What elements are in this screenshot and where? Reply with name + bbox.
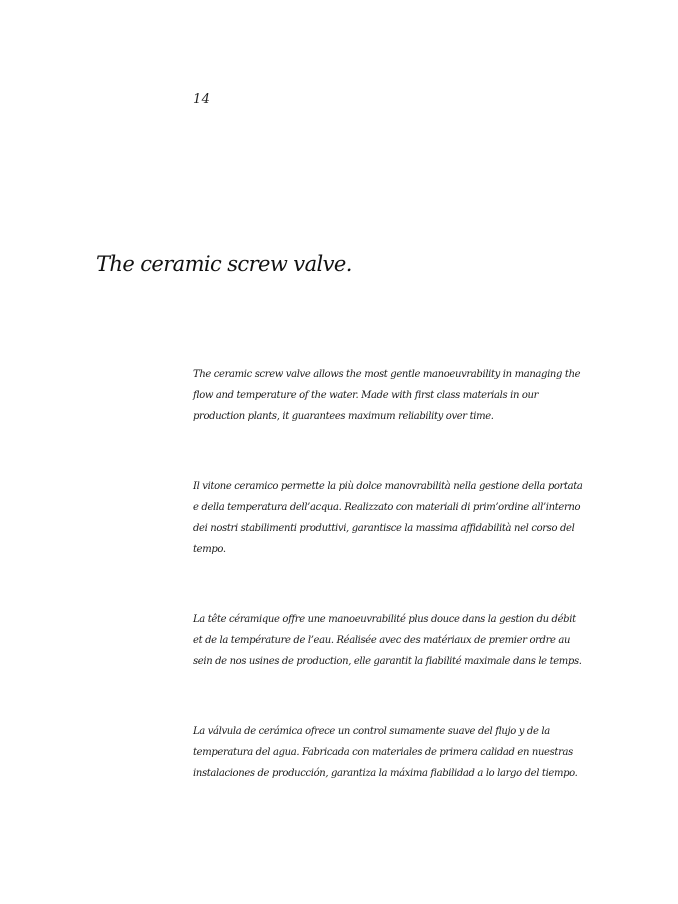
page-title: The ceramic screw valve. <box>96 252 352 276</box>
paragraph-italian: Il vitone ceramico permette la più dolce manovrabilità nella gestione della portata e della temperatura dell’acqua. Realizzato con materiali di prim’ordine all’interno dei nostri stabilimenti produttivi, garantisce la massima affidabilità nel corso del tempo. <box>193 481 583 555</box>
paragraph-english: The ceramic screw valve allows the most gentle manoeuvrability in managing the flow and temperature of the water. Made with first class materials in our production plants, it guarantees maximum reliability over time. <box>193 369 581 422</box>
page-number: 14 <box>193 92 211 107</box>
body-text-column <box>193 364 585 833</box>
paragraph-spanish: La válvula de cerámica ofrece un control sumamente suave del flujo y de la temperatura del agua. Fabricada con materiales de primera calidad en nuestras instalaciones de producción, garantiza la máxima fiabilidad a lo largo del tiempo. <box>193 726 578 779</box>
paragraph-french: La tête céramique offre une manoeuvrabilité plus douce dans la gestion du débit et de la température de l’eau. Réalisée avec des matériaux de premier ordre au sein de nos usines de production, elle garantit la fiabilité maximale dans le temps. <box>193 614 582 667</box>
